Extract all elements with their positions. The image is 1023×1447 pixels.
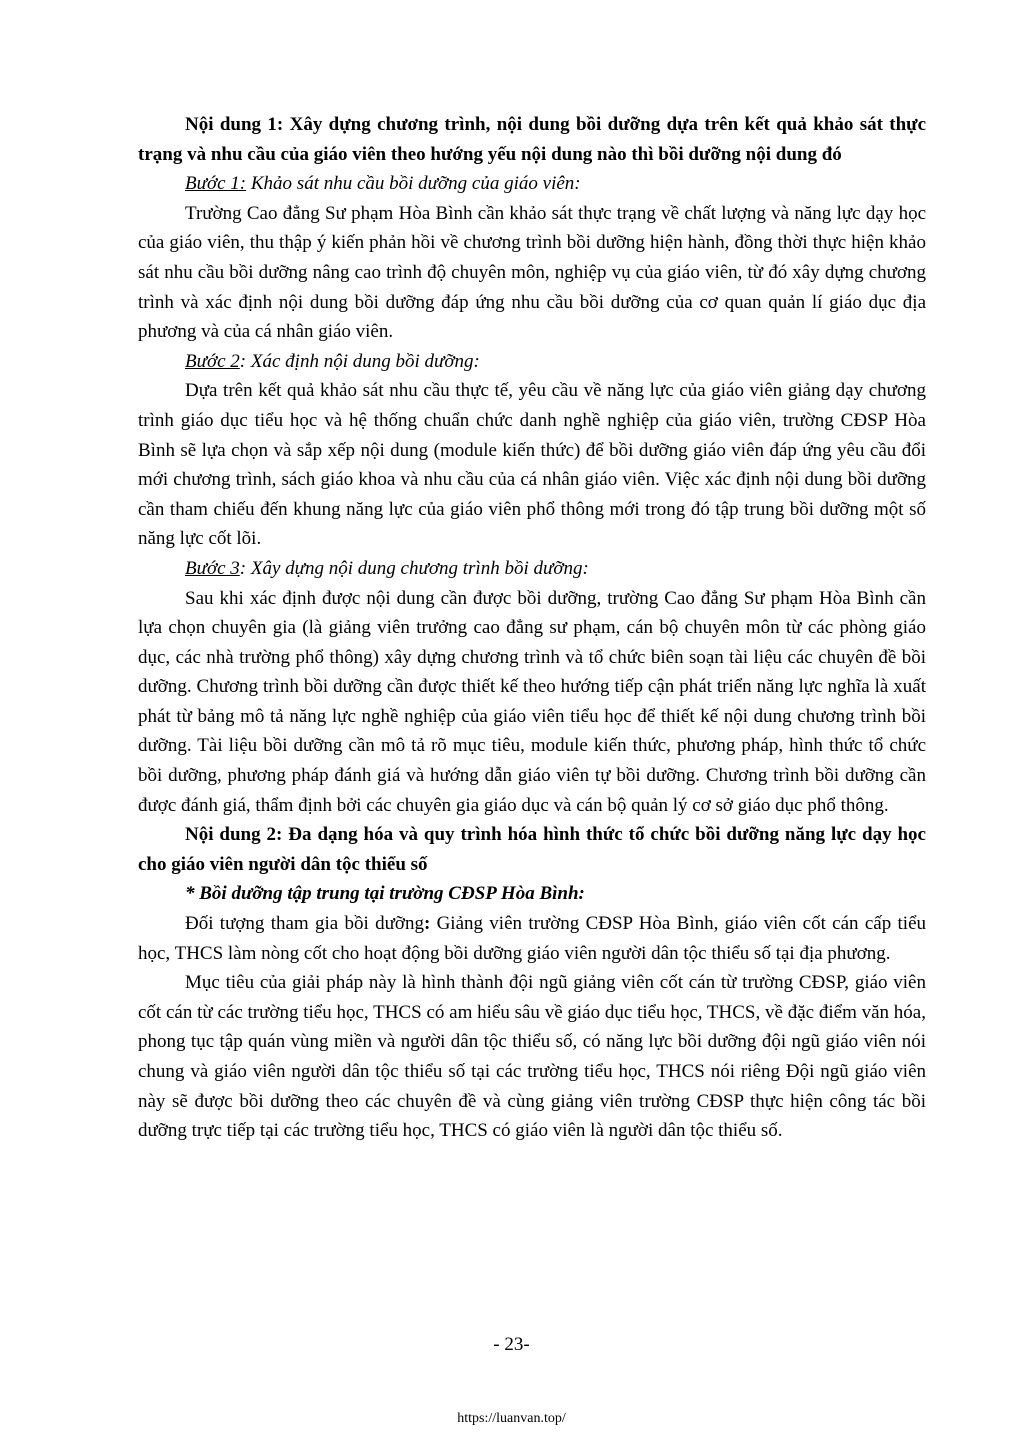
- target-text: Giảng viên trường CĐSP Hòa Bình, giáo viên cốt cán cấp tiểu học, THCS làm nòng cốt cho hoạt động bồi dưỡng giáo viên người dân tộc thiểu số tại địa phương.: [138, 913, 926, 964]
- step1-label: Bước 1:: [185, 173, 247, 195]
- step3-paragraph: Sau khi xác định được nội dung cần được bồi dưỡng, trường Cao đẳng Sư phạm Hòa Bình cần lựa chọn chuyên gia (là giảng viên trưởng cao đẳng sư phạm, cán bộ chuyên môn từ các phòng giáo dục, các nhà trường phổ thông) xây dựng chương trình và tổ chức biên soạn tài liệu các chuyên đề bồi dưỡng. Chương trình bồi dưỡng cần được thiết kế theo hướng tiếp cận phát triển năng lực nghĩa là xuất phát từ bảng mô tả năng lực nghề nghiệp của giáo viên tiểu học để thiết kế nội dung chương trình bồi dưỡng. Tài liệu bồi dưỡng cần mô tả rõ mục tiêu, module kiến thức, phương pháp, hình thức tổ chức bồi dưỡng, phương pháp đánh giá và hướng dẫn giáo viên tự bồi dưỡng. Chương trình bồi dưỡng cần được đánh giá, thẩm định bởi các chuyên gia giáo dục và cán bộ quản lý cơ sở giáo dục phổ thông.: [138, 587, 926, 816]
- step2-heading: [138, 347, 926, 377]
- step2-title: : Xác định nội dung bồi dưỡng:: [239, 350, 480, 372]
- step1-title: Khảo sát nhu cầu bồi dưỡng của giáo viên:: [246, 173, 581, 195]
- section2-subheading: * Bồi dưỡng tập trung tại trường CĐSP Hòa Bình:: [185, 883, 585, 905]
- page-number: - 23-: [493, 1334, 530, 1355]
- step2-paragraph: Dựa trên kết quả khảo sát nhu cầu thực tế, yêu cầu về năng lực của giáo viên giảng dạy chương trình giáo dục tiểu học và hệ thống chuẩn chức danh nghề nghiệp của giáo viên, trường CĐSP Hòa Bình sẽ lựa chọn và sắp xếp nội dung (module kiến thức) để bồi dưỡng giáo viên đáp ứng yêu cầu đổi mới chương trình, sách giáo khoa và nhu cầu của cá nhân giáo viên. Việc xác định nội dung bồi dưỡng cần tham chiếu đến khung năng lực của giáo viên phổ thông mới trong đó tập trung bồi dưỡng một số năng lực cốt lõi.: [138, 380, 926, 550]
- target-paragraph: [138, 909, 926, 968]
- step3-label: Bước 3: [185, 557, 240, 579]
- step1-heading: [138, 169, 926, 199]
- target-colon: :: [423, 913, 431, 935]
- step1-paragraph: Trường Cao đẳng Sư phạm Hòa Bình cần khảo sát thực trạng về chất lượng và năng lực dạy học của giáo viên, thu thập ý kiến phản hồi về chương trình bồi dưỡng hiện hành, đồng thời thực hiện khảo sát nhu cầu bồi dưỡng nâng cao trình độ chuyên môn, nghiệp vụ của giáo viên, từ đó xây dựng chương trình và xác định nội dung bồi dưỡng đáp ứng nhu cầu bồi dưỡng của cơ quan quản lí giáo dục địa phương và của cá nhân giáo viên.: [138, 202, 926, 343]
- section1-heading: Nội dung 1: Xây dựng chương trình, nội dung bồi dưỡng dựa trên kết quả khảo sát thực trạng và nhu cầu của giáo viên theo hướng yếu nội dung nào thì bồi dưỡng nội dung đó: [138, 114, 926, 165]
- target-label: Đối tượng tham gia bồi dưỡng: [185, 913, 424, 935]
- document-body: [138, 110, 926, 1146]
- goal-paragraph: Mục tiêu của giải pháp này là hình thành đội ngũ giảng viên cốt cán từ trường CĐSP, giáo viên cốt cán từ các trường tiểu học, THCS có am hiểu sâu về giáo dục tiểu học, THCS, về đặc điểm văn hóa, phong tục tập quán vùng miền và người dân tộc thiểu số, có năng lực bồi dưỡng đội ngũ giáo viên nói chung và giáo viên người dân tộc thiểu số tại các trường tiểu học, THCS nói riêng Đội ngũ giáo viên này sẽ được bồi dưỡng theo các chuyên đề và cùng giảng viên trường CĐSP thực hiện công tác bồi dưỡng trực tiếp tại các trường tiểu học, THCS có giáo viên là người dân tộc thiểu số.: [138, 972, 926, 1142]
- step3-heading: [138, 554, 926, 584]
- footer-url[interactable]: https://luanvan.top/: [457, 1411, 566, 1426]
- step2-label: Bước 2: [185, 350, 240, 372]
- section2-heading: Nội dung 2: Đa dạng hóa và quy trình hóa hình thức tổ chức bồi dưỡng năng lực dạy học cho giáo viên người dân tộc thiểu số: [138, 824, 926, 875]
- step3-title: : Xây dựng nội dung chương trình bồi dưỡng:: [239, 557, 589, 579]
